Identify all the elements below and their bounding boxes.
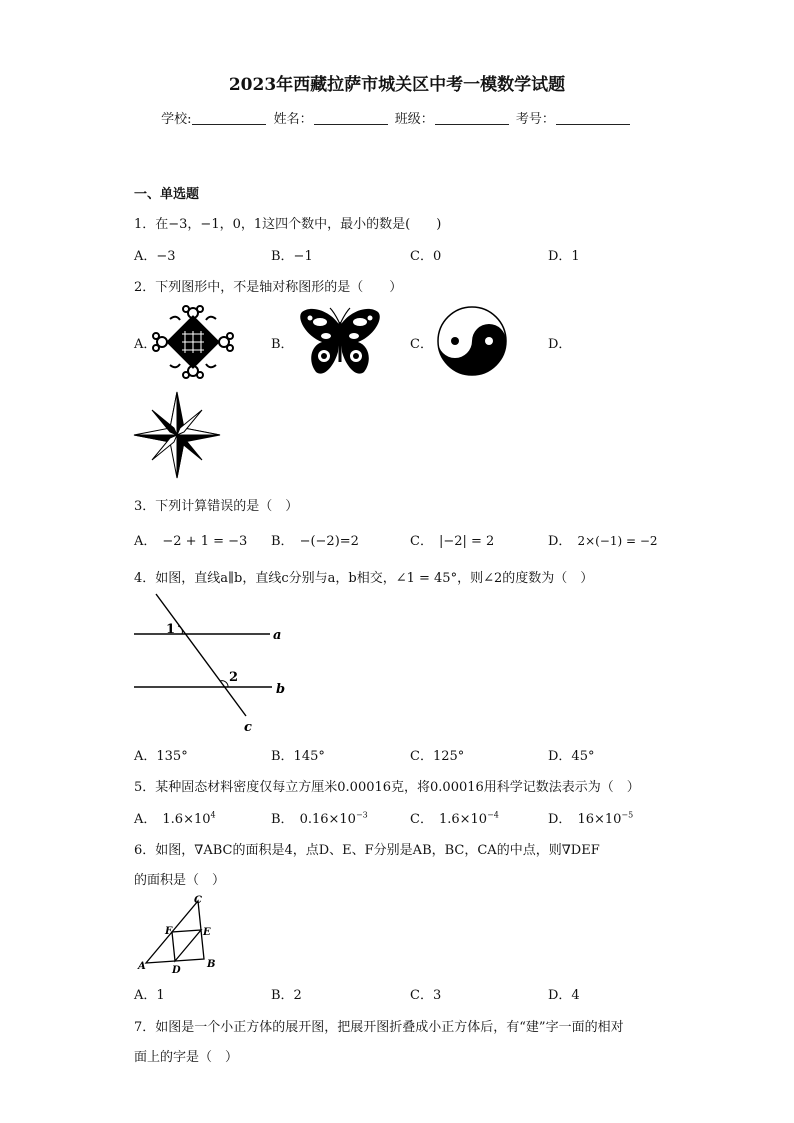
vertex-a-label: A [138,961,146,972]
q2-option-c: C． [410,337,433,352]
line-b-label: b [276,682,286,697]
q5-option-c: C． $1.6\times 10^{-4}$ [410,810,499,827]
yin-yang-icon [436,305,508,377]
q6-option-b: B．2 [271,988,302,1003]
q3-option-d-expr: 2×(−1) = −2 [577,534,658,548]
q5-option-c-exp: −4 [487,810,499,820]
question-7-stem-line-1: 7．如图是一个小正方体的展开图，把展开图折叠成小正方体后，有“建”字一面的相对 [134,1020,624,1035]
q4-option-b: B．145° [271,749,325,764]
q5-option-d-base: 16×10 [577,812,622,827]
q4-option-c: C．125° [410,749,465,764]
q1-option-a: A．−3 [134,249,176,264]
question-6-stem-line-2: 的面积是（ ） [134,873,226,888]
question-3-stem: 3．下列计算错误的是（ ） [134,499,299,514]
school-blank[interactable] [192,112,266,125]
vertex-b-label: B [207,959,216,970]
butterfly-icon [298,306,382,378]
exam-number-blank[interactable] [556,112,630,125]
q3-option-b-expr: −(−2)=2 [299,534,359,549]
q5-option-c-base: 1.6×10 [438,812,488,827]
chinese-knot-icon [152,304,234,380]
exam-number-label: 考号： [515,112,555,127]
q5-option-a-base: 1.6×10 [162,812,211,827]
q3-option-d: D． 2×(−1) = −2 [548,534,658,549]
question-6-stem-line-1: 6．如图，∇ABC的面积是4，点D、E、F分别是AB，BC，CA的中点，则∇DEF [134,843,600,858]
q5-option-b-exp: −3 [355,810,368,820]
q3-option-a-expr: −2 + 1 = −3 [162,534,248,549]
q5-option-d: D． $16\times 10^{-5}$ [548,810,634,827]
q3-option-b: B． −(−2)=2 [271,534,359,549]
q2-option-d: D． [548,337,572,352]
q1-option-c: C．0 [410,249,442,264]
line-a-label: a [273,628,282,643]
question-2-stem: 2．下列图形中，不是轴对称图形的是（ ） [134,280,403,295]
line-c-label: c [244,720,252,735]
q4-option-a: A．135° [134,749,188,764]
vertex-c-label: C [194,895,202,906]
compass-star-icon [134,392,220,478]
q4-option-d: D．45° [548,749,595,764]
name-blank[interactable] [314,112,388,125]
q2-option-b: B． [271,337,294,352]
angle-1-label: 1 [166,622,176,637]
q5-option-d-exp: −5 [621,810,634,820]
angle-2-label: 2 [229,670,239,685]
section-heading: 一、单选题 [134,187,200,202]
q5-option-b: B． $0.16\times 10^{-3}$ [271,810,368,827]
q1-option-d: D．1 [548,249,580,264]
page-title: 2023年西藏拉萨市城关区中考一模数学试题 [228,75,566,95]
q2-option-a: A． [134,337,157,352]
question-7-stem-line-2: 面上的字是（ ） [134,1050,239,1065]
class-label: 班级： [394,112,434,127]
school-label: 学校: [161,112,192,127]
question-5-stem: 5．某种固态材料密度仅每立方厘米0.00016克，将0.00016用科学记数法表示为（ ） [134,780,640,795]
vertex-e-label: E [203,927,211,938]
vertex-f-label: F [165,926,173,937]
parallel-lines-figure [130,590,295,735]
class-blank[interactable] [435,112,509,125]
q6-option-d: D．4 [548,988,580,1003]
q6-option-c: C．3 [410,988,442,1003]
triangle-midpoints-figure [136,893,222,975]
name-label: 姓名： [273,112,313,127]
question-1-stem: 1．在−3，−1，0，1这四个数中，最小的数是( ) [134,217,442,232]
student-info-line [0,108,794,127]
q3-option-c: C． |−2| = 2 [410,534,495,549]
q5-option-b-base: 0.16×10 [299,812,356,827]
q6-option-a: A．1 [134,988,165,1003]
q5-option-a-exp: 4 [210,810,216,820]
vertex-d-label: D [172,965,181,976]
q3-option-c-expr: |−2| = 2 [438,534,495,549]
q3-option-a: A． −2 + 1 = −3 [134,534,248,549]
question-4-stem: 4．如图，直线a∥b，直线c分别与a，b相交，∠1 = 45°，则∠2的度数为（ ） [134,571,594,586]
q1-option-b: B．−1 [271,249,313,264]
q5-option-a: A． $1.6\times 10^4$ [134,810,216,827]
